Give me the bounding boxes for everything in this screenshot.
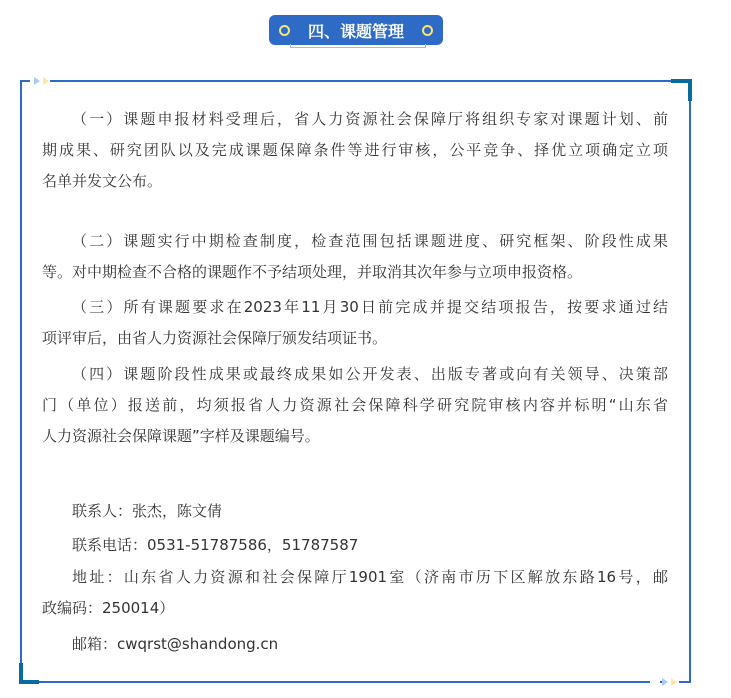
text-line: 名单并发文公布。: [42, 172, 163, 190]
content: [42, 104, 668, 660]
frame-top: [50, 80, 690, 82]
frame-bottom-end: [679, 681, 691, 683]
paragraph-4: [42, 359, 668, 452]
text-line: 门（单位）报送前，均须报省人力资源社会保障科学研究院审核内容并标明“山东省: [42, 396, 668, 414]
corner-decoration: [19, 680, 39, 684]
corner-decoration: [688, 79, 692, 101]
paragraph-2: [42, 226, 668, 288]
section-title-badge: [269, 15, 443, 45]
contact-email: 邮箱：cwqrst@shandong.cn: [72, 635, 279, 653]
triangle-icon: [43, 77, 49, 85]
text-line: （四）课题阶段性成果或最终成果如公开发表、出版专著或向有关领导、决策部: [72, 365, 668, 383]
text-line: （二）课题实行中期检查制度，检查范围包括课题进度、研究框架、阶段性成果: [72, 232, 668, 250]
contact-address: 地址：山东省人力资源和社会保障厅1901室（济南市历下区解放东路16号，邮: [72, 568, 668, 586]
contact-person: 联系人：张杰，陈文倩: [72, 502, 223, 520]
text-line: 等。对中期检查不合格的课题作不予结项处理，并取消其次年参与立项申报资格。: [42, 263, 583, 281]
text-line: （一）课题申报材料受理后，省人力资源社会保障厅将组织专家对课题计划、前: [72, 110, 668, 128]
ring-icon: [279, 25, 290, 36]
contact-address: 政编码：250014）: [42, 599, 175, 617]
triangle-icon: [662, 678, 668, 686]
text-line: （三）所有课题要求在2023年11月30日前完成并提交结项报告，按要求通过结: [72, 298, 668, 316]
text-line: 期成果、研究团队以及完成课题保障条件等进行审核，公平竞争、择优立项确定立项: [42, 141, 668, 159]
frame-left: [20, 80, 22, 683]
section-title: 四、课题管理: [307, 21, 404, 41]
badge-underline: [290, 44, 426, 48]
triangle-icon: [34, 77, 40, 85]
text-line: 人力资源社会保障课题”字样及课题编号。: [42, 427, 320, 445]
frame-right: [689, 80, 691, 683]
paragraph-3: [42, 292, 668, 354]
frame-bottom: [20, 681, 662, 683]
contact-phone: 联系电话：0531-51787586，51787587: [72, 536, 359, 554]
ring-icon: [422, 25, 433, 36]
triangle-icon: [671, 678, 677, 686]
text-line: 项评审后，由省人力资源社会保障厅颁发结项证书。: [42, 329, 388, 347]
frame-top-start: [20, 80, 30, 82]
paragraph-1: [42, 104, 668, 197]
contact-info: [42, 494, 668, 660]
